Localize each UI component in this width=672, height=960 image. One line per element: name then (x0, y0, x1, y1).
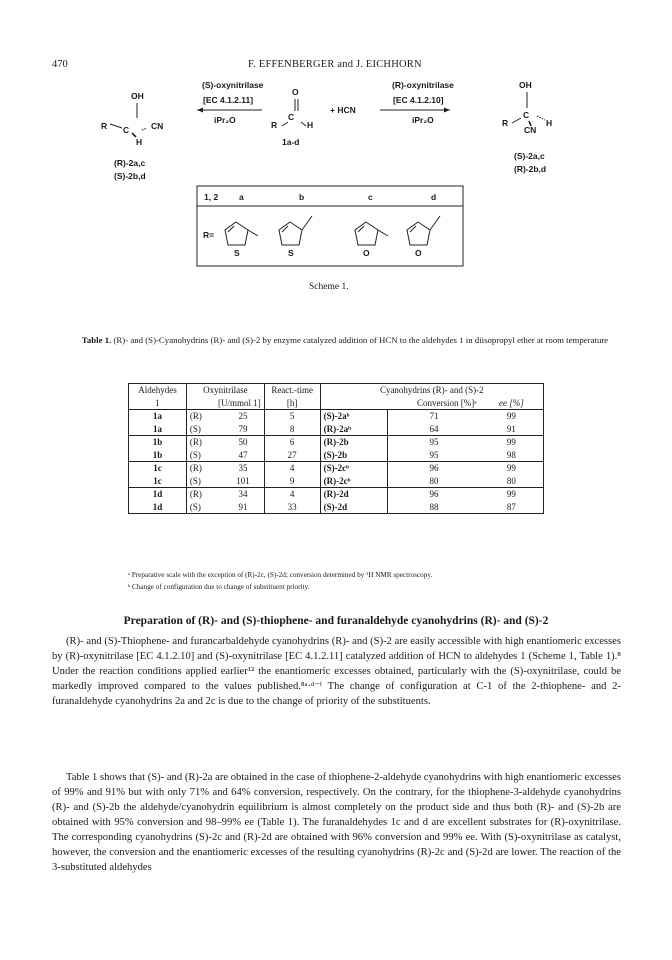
cell-product: (R)-2aᵇ (320, 423, 388, 436)
left-solvent: iPr₂O (214, 115, 236, 125)
atom-r-aldehyde: R (271, 120, 278, 130)
substituent-header-d: d (431, 192, 437, 202)
cell-aldehyde: 1a (129, 423, 187, 436)
table-row (129, 462, 544, 475)
col-cyanohydrins-header: Cyanohydrins (R)- and (S)-2 (379, 385, 484, 396)
footnote-b: ᵇ Change of configuration due to change of substituent priority. (128, 583, 310, 591)
arrow-left-head (197, 108, 203, 113)
cell-enzyme-config: (R) (189, 489, 202, 500)
cell-ee: 99 (506, 463, 516, 474)
right-enzyme-name: (R)-oxynitrilase (392, 80, 454, 90)
left-product-label-2: (S)-2b,d (114, 171, 146, 181)
atom-cn-left: CN (151, 121, 164, 131)
cell-conversion: 88 (429, 501, 439, 512)
right-solvent: iPr₂O (412, 115, 434, 125)
page-number: 470 (52, 59, 68, 70)
cell-enzyme-units: 101 (222, 475, 264, 488)
cell-aldehyde: 1d (129, 488, 187, 501)
cell-react-time: 9 (264, 475, 320, 488)
substituent-header-index: 1, 2 (204, 192, 219, 202)
cell-ee: 99 (506, 437, 516, 448)
col-conversion-header: Conversion [%]ᵃ (388, 397, 480, 410)
left-enzyme-ec: [EC 4.1.2.11] (203, 95, 254, 105)
col-ee-header: ee [%] (480, 397, 544, 410)
ring-b-heteroatom: S (288, 248, 294, 258)
aldehyde-label: 1a-d (282, 137, 300, 147)
atom-c-left: C (123, 125, 130, 135)
bond-r-right (512, 118, 521, 123)
col-aldehydes-header: Aldehydes (129, 384, 187, 397)
cell-ee: 99 (506, 411, 516, 422)
cell-conversion: 95 (388, 449, 480, 462)
cell-ee: 98 (480, 449, 544, 462)
ring-d-heteroatom: O (415, 248, 422, 258)
scheme-title: Scheme 1. (309, 282, 349, 292)
atom-o-aldehyde: O (292, 87, 299, 97)
col-aldehydes-sub: 1 (129, 397, 187, 410)
r-equals-label: R= (203, 230, 215, 240)
cell-ee: 99 (506, 489, 516, 500)
table-row (129, 410, 544, 423)
right-enzyme-ec: [EC 4.1.2.10] (393, 95, 444, 105)
atom-r-left: R (101, 121, 108, 131)
left-product-label-1: (R)-2a,c (114, 158, 146, 168)
ring-a (225, 222, 258, 245)
cell-conversion: 71 (429, 411, 439, 422)
cell-enzyme-units: 50 (222, 436, 264, 449)
cell-product: (R)-2cᵇ (320, 475, 388, 488)
table-header-row-2 (129, 397, 544, 410)
arrow-right-head (444, 108, 450, 113)
cell-product: (S)-2aᵇ (320, 410, 388, 423)
cell-conversion: 96 (429, 489, 439, 500)
cell-conversion: 80 (388, 475, 480, 488)
section-heading: Preparation of (R)- and (S)-thiophene- and furanaldehyde cyanohydrins (R)- and (S)-2 (123, 615, 549, 627)
cell-aldehyde: 1c (129, 462, 187, 475)
bond-cn-left (142, 128, 147, 130)
substituent-header-a: a (239, 192, 244, 202)
table-row (129, 423, 544, 436)
substituent-header-c: c (368, 192, 373, 202)
atom-h-right: H (546, 118, 553, 128)
cell-enzyme-units: 25 (222, 410, 264, 423)
cell-product: (R)-2b (320, 436, 388, 449)
running-title: F. EFFENBERGER and J. EICHHORN (248, 59, 422, 70)
body-paragraph-2: Table 1 shows that (S)- and (R)-2a are obtained in the case of thiophene-2-aldehyde cyanohydrins with high enantiomeric excesses of 99% and 91% but with only 71% and 64% conversion, respectively. On the contrary, for the thiophene-3-aldehyde cyanohydrins (R)- and (S)-2b the aldehyde/cyanohydrin equilibrium is almost completely on the product side and thus both (R)- and (S)-2b are obtained with 95% conversion and 98–99% ee (Table 1). The furanaldehydes 1c and d are excellent substrates for (R)-oxynitrilase. The corresponding cyanohydrins (S)-2c and (R)-2d are obtained with 96% conversion and 99% ee. With (S)-oxynitrilase as catalyst, however, the conversion and the enantiomeric excesses of the resulting cyanohydrins (R)-2c and (S)-2d are lower. The reaction of the 3-substituted aldehydes (52, 772, 621, 873)
atom-r-right: R (502, 118, 509, 128)
atom-oh-right: OH (519, 80, 532, 90)
cell-react-time: 8 (264, 423, 320, 436)
cell-conversion: 64 (388, 423, 480, 436)
bond-cr-ald (282, 122, 288, 126)
table-caption-label: Table 1. (81, 335, 112, 345)
cell-ee: 80 (480, 475, 544, 488)
cell-aldehyde: 1c (129, 475, 187, 488)
bond-cn-right (529, 121, 531, 126)
bond-r-left (110, 124, 122, 128)
cell-enzyme-config: (R) (189, 437, 202, 448)
cell-react-time: 33 (264, 501, 320, 514)
cell-conversion: 95 (429, 437, 439, 448)
cell-enzyme-units: 91 (222, 501, 264, 514)
atom-h-left: H (136, 137, 143, 147)
cell-conversion: 96 (429, 463, 439, 474)
substituent-header-b: b (299, 192, 305, 202)
ring-c (355, 222, 388, 245)
plus-hcn: + HCN (330, 105, 356, 115)
table-caption (80, 334, 610, 346)
cell-enzyme-units: 47 (222, 449, 264, 462)
cell-aldehyde: 1d (129, 501, 187, 514)
cell-enzyme-config: (R) (189, 463, 202, 474)
bond-h-right (537, 116, 545, 120)
cell-aldehyde: 1b (129, 449, 187, 462)
atom-c-aldehyde: C (288, 112, 295, 122)
atom-oh-left: OH (131, 91, 144, 101)
table-row (129, 436, 544, 449)
cell-product: (S)-2d (320, 501, 388, 514)
cell-aldehyde: 1b (129, 436, 187, 449)
col-react-time-sub: [h] (264, 397, 320, 410)
table-row (129, 501, 544, 514)
table-row (129, 488, 544, 501)
footnote-a: ᵃ Preparative scale with the exception of (R)-2c, (S)-2d; conversion determined by ¹H NMR spectroscopy. (128, 571, 433, 579)
ring-b (279, 216, 312, 245)
cell-enzyme-config: (S) (189, 501, 201, 512)
cell-react-time: 4 (264, 488, 320, 501)
cell-enzyme-config: (R) (189, 411, 202, 422)
table-header-row-1 (129, 384, 544, 397)
bond-ch-ald (301, 122, 306, 126)
atom-h-aldehyde: H (307, 120, 314, 130)
ring-d (407, 216, 440, 245)
right-product-label-2: (R)-2b,d (514, 164, 547, 174)
col-oxynitrilase-sub: [U/mmol 1] (186, 397, 264, 410)
cell-enzyme-units: 34 (222, 488, 264, 501)
atom-c-right: C (523, 110, 530, 120)
cell-enzyme-config: (S) (186, 423, 222, 436)
left-enzyme-name: (S)-oxynitrilase (202, 80, 264, 90)
cell-aldehyde: 1a (129, 410, 187, 423)
bond-h-left (132, 133, 136, 137)
cell-react-time: 27 (264, 449, 320, 462)
table-caption-text: (R)- and (S)-Cyanohydrins (R)- and (S)-2 by enzyme catalyzed addition of HCN to the aldehydes 1 in diisopropyl ether at room temperature (113, 335, 609, 345)
body-paragraph-1: (R)- and (S)-Thiophene- and furancarbaldehyde cyanohydrins (R)- and (S)-2 are easily accessible with high enantiomeric excesses by (R)-oxynitrilase [EC 4.1.2.10] and (S)-oxynitrilase [EC 4.1.2.11] catalyzed addition of HCN to aldehydes 1 (Scheme 1, Table 1).⁸ Under the reaction conditions applied earlier¹² the enantiomeric excesses obtained, particularly with the (S)-oxynitrilase, could be markedly improved compared to the values published.⁸ᵃ·ᵈ⁻ᶠ The change of configuration at C-1 of the 2-thiophene- and 2-furanaldehyde cyanohydrins 2a and 2c is due to the change of priority of the substituents. (52, 636, 621, 707)
ring-c-heteroatom: O (363, 248, 370, 258)
cell-product: (S)-2b (320, 449, 388, 462)
right-product-label-1: (S)-2a,c (514, 151, 545, 161)
cell-product: (S)-2cᵇ (320, 462, 388, 475)
cell-enzyme-units: 35 (222, 462, 264, 475)
ring-a-heteroatom: S (234, 248, 240, 258)
col-react-time-header: React.-time (264, 384, 320, 397)
cell-react-time: 6 (264, 436, 320, 449)
col-oxynitrilase-header: Oxynitrilase (186, 384, 264, 397)
cell-product: (R)-2d (320, 488, 388, 501)
results-table (128, 383, 544, 514)
table-row (129, 449, 544, 462)
table-row (129, 475, 544, 488)
scheme-1 (0, 0, 672, 300)
cell-enzyme-config: (S) (186, 475, 222, 488)
blank-cell (320, 397, 388, 410)
cell-ee: 91 (480, 423, 544, 436)
cell-react-time: 5 (264, 410, 320, 423)
cell-enzyme-units: 79 (222, 423, 264, 436)
cell-react-time: 4 (264, 462, 320, 475)
scheme-bonds (0, 0, 672, 300)
atom-cn-right: CN (524, 125, 537, 135)
table-body (129, 410, 544, 514)
cell-ee: 87 (506, 501, 516, 512)
cell-enzyme-config: (S) (186, 449, 222, 462)
